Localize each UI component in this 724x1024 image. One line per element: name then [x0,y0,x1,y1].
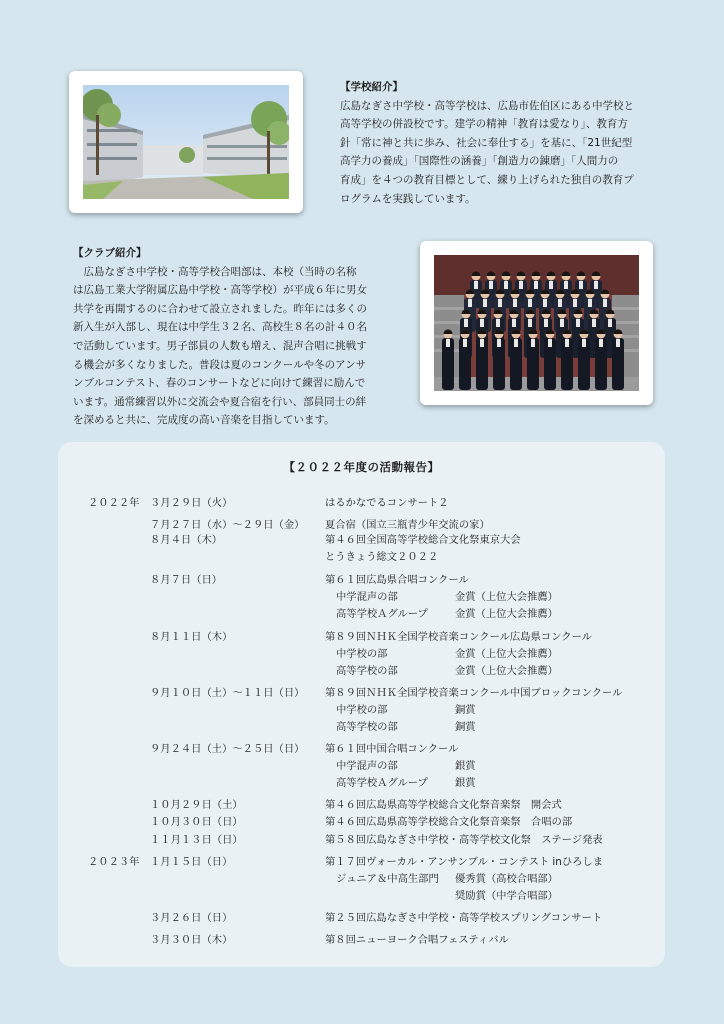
report-division: 高等学校Ａグループ [336,608,428,620]
report-date: ３月２９日（火） [150,497,233,509]
report-award: 金賞（上位大会推薦） [455,665,558,677]
report-division: 中学校の部 [336,704,388,716]
club-intro-line: 共学を再開するのに合わせて設立されました。昨年には多くの [73,302,367,315]
activity-report-panel [58,442,665,967]
report-event: 第２５回広島なぎさ中学校・高等学校スプリングコンサート [325,912,603,924]
report-division: 中学校の部 [336,648,388,660]
report-event: 第６１回中国合唱コンクール [325,743,459,755]
school-photo-frame [69,71,303,213]
report-event: 第８回ニューヨーク合唱フェスティバル [325,934,509,946]
club-intro-line: ンブルコンテスト、春のコンサートなどに向けて練習に励んで [73,377,366,390]
report-division: 高等学校Ａグループ [336,777,428,789]
report-date: １１月１３日（日） [150,834,243,846]
report-date: ９月１０日（土）～１１日（日） [150,687,305,699]
report-event: とうきょう総文２０２２ [325,551,439,563]
report-date: ３月２６日（日） [150,912,233,924]
report-award: 銀賞 [455,777,476,789]
school-intro-line: 針「常に神と共に歩み、社会に奉仕する」を基に、「21世紀型 [340,136,633,149]
report-division: 高等学校の部 [336,665,398,677]
report-date: ８月４日（木） [150,534,223,546]
report-award: 金賞（上位大会推薦） [455,591,558,603]
school-intro-heading: 【学校紹介】 [340,81,403,93]
report-date: ９月２４日（土）～２５日（日） [150,743,305,755]
report-award: 優秀賞（高校合唱部） [455,873,558,885]
report-date: １０月３０日（日） [150,816,243,828]
club-intro-line: を深めると共に、完成度の高い音楽を目指しています。 [73,414,335,427]
report-award: 金賞（上位大会推薦） [455,608,558,620]
report-event: 第４６回全国高等学校総合文化祭東京大会 [325,534,521,546]
report-award: 銀賞 [455,760,476,772]
report-date: １月１５日（日） [150,856,233,868]
club-intro-line: は広島工業大学附属広島中学校・高等学校）が平成６年に男女 [73,284,367,297]
report-award: 金賞（上位大会推薦） [455,648,558,660]
school-building-photo [83,85,289,199]
report-event: 第１７回ヴォーカル・アンサンブル・コンテスト inひろしま [325,856,604,868]
school-intro-line: ログラムを実践しています。 [340,192,476,205]
report-event: 第４６回広島県高等学校総合文化祭音楽祭 開会式 [325,799,562,811]
club-intro-line: 広島なぎさ中学校・高等学校合唱部は、本校（当時の名称 [73,265,357,278]
club-introduction [73,244,389,430]
report-event: 第６１回広島県合唱コンクール [325,574,469,586]
report-award: 銅賞 [455,721,476,733]
school-intro-line: 高学力の養成」「国際性の涵養」「創造力の錬磨」「人間力の [340,155,619,168]
club-intro-line: 新入生が入部し、現在は中学生３２名、高校生８名の計４０名 [73,321,367,334]
club-intro-heading: 【クラブ紹介】 [73,247,147,259]
report-date: ８月１１日（木） [150,631,233,643]
school-intro-line: 高等学校の併設校です。建学の精神「教育は愛なり」、教育方 [340,118,628,131]
report-date: ３月３０日（木） [150,934,233,946]
report-event: 第５８回広島なぎさ中学校・高等学校文化祭 ステージ発表 [325,834,603,846]
club-intro-line: います。通常練習以外に交流会や夏合宿を行い、部員同士の絆 [73,395,367,408]
report-event: はるかなでるコンサート２ [325,497,449,509]
club-intro-line: で活動しています。男子部員の人数も増え、混声合唱に挑戦す [73,339,367,352]
report-award: 銅賞 [455,704,476,716]
report-division: 中学混声の部 [336,591,398,603]
activity-report-title: 【２０２２年度の活動報告】 [283,460,440,474]
choir-photo-frame [420,241,653,405]
report-event: 第４６回広島県高等学校総合文化祭音楽祭 合唱の部 [325,816,573,828]
report-year: ２０２２年 [88,497,140,509]
report-date: １０月２９日（土） [150,799,243,811]
report-date: ８月７日（日） [150,574,223,586]
report-event: 第８９回ＮＨＫ全国学校音楽コンクール広島県コンクール [325,631,592,643]
club-intro-line: る機会が多くなりました。普段は夏のコンクールや冬のアンサ [73,358,367,371]
choir-group-photo [434,255,639,391]
school-introduction [340,78,656,208]
report-division: 中学混声の部 [336,760,398,772]
report-division: 高等学校の部 [336,721,398,733]
school-intro-line: 広島なぎさ中学校・高等学校は、広島市佐伯区にある中学校と [340,99,634,112]
report-division: ジュニア＆中高生部門 [336,873,439,885]
report-date: ７月２７日（水）～２９日（金） [150,519,305,531]
report-event: 夏合宿（国立三瓶青少年交流の家） [325,519,490,531]
report-year: ２０２３年 [88,856,140,868]
school-intro-line: 育成」を４つの教育目標として、練り上げられた独自の教育プ [340,173,634,186]
report-award: 奨励賞（中学合唱部） [455,890,558,902]
report-event: 第８９回ＮＨＫ全国学校音楽コンクール中国ブロックコンクール [325,687,623,699]
